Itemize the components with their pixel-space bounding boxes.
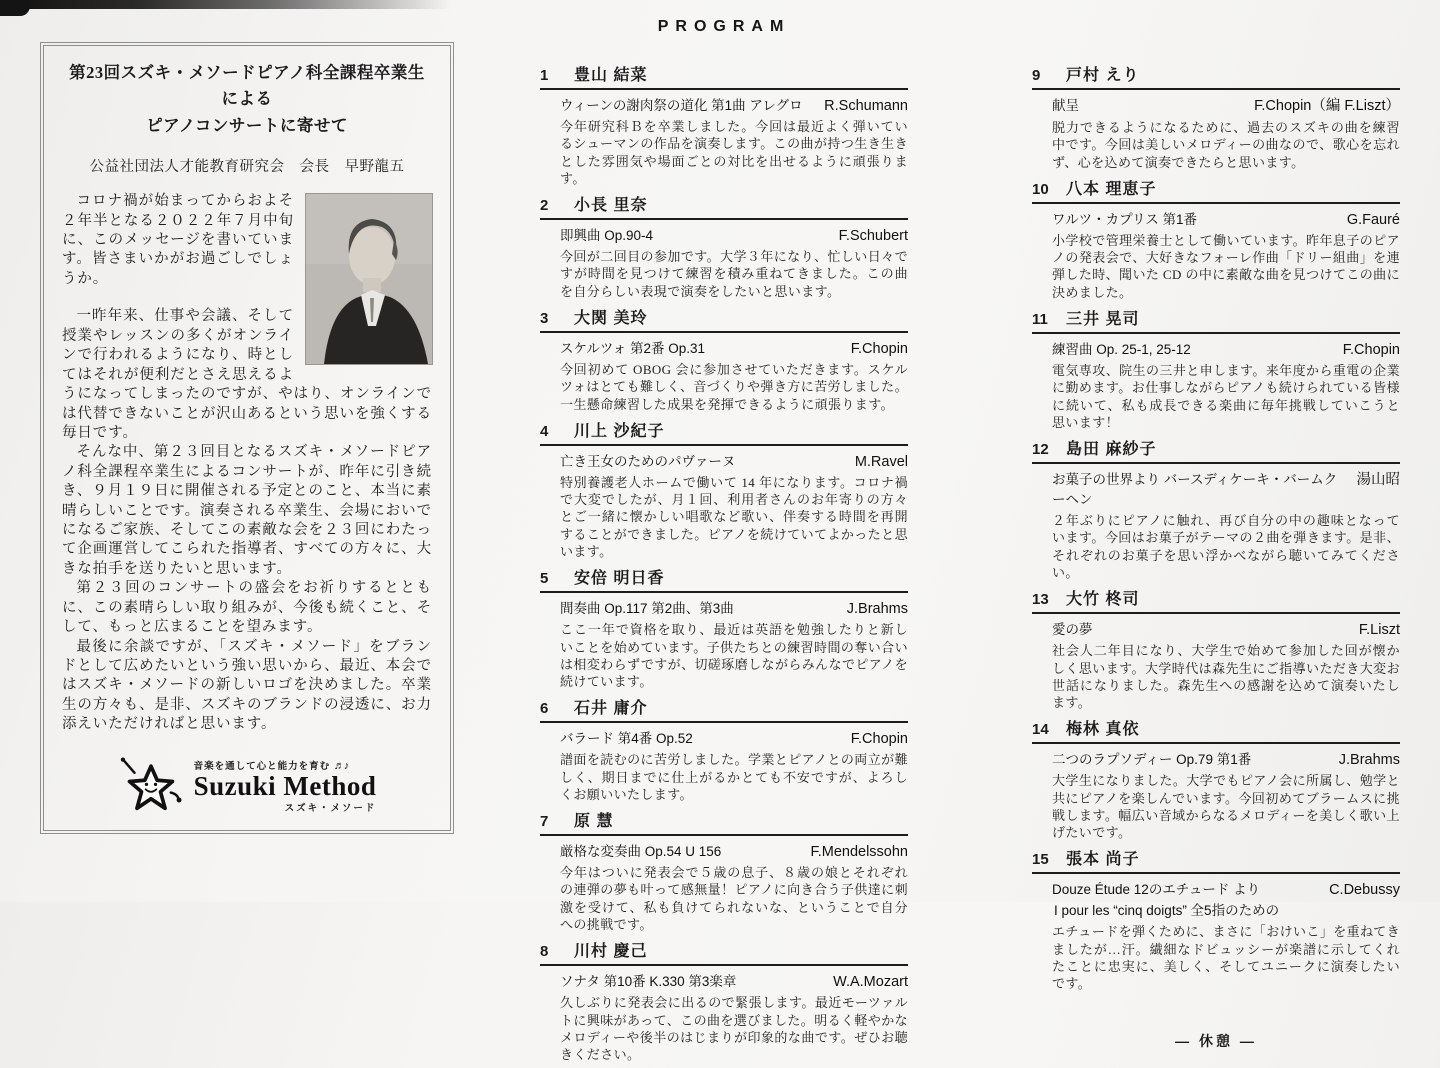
performer-comment: 大学生になりました。大学でもピアノ会に所属し、勉学と共にピアノを楽しんでいます。今回初めてブラームスに挑戦します。幅広い音域からなるメロディーを美しく歌い上げたいです。 bbox=[1052, 773, 1400, 841]
performer-heading bbox=[1032, 436, 1400, 464]
performer-name: 原 慧 bbox=[574, 813, 614, 831]
piece-title: 即興曲 Op.90-4 bbox=[560, 228, 654, 244]
program-entry bbox=[1032, 586, 1400, 711]
program-entry bbox=[1032, 716, 1400, 841]
music-notes-icon: ♬♪ bbox=[333, 759, 349, 772]
performer-name: 豊山 結菜 bbox=[574, 67, 648, 84]
greeting-box bbox=[40, 42, 454, 834]
performer-heading bbox=[540, 695, 908, 723]
composer-name: F.Chopin bbox=[850, 731, 908, 748]
performer-comment: ここ一年で資格を取り、最近は英語を勉強したりと新しいことを始めています。子供たちとの練習時間の奪い合いは相変わらずですが、切磋琢磨しながらみんなでピアノを続けています。 bbox=[560, 622, 908, 690]
composer-name: F.Liszt bbox=[1358, 622, 1400, 639]
performer-heading bbox=[1032, 846, 1400, 874]
performer-number: 3 bbox=[540, 309, 549, 327]
piece-title: バラード 第4番 Op.52 bbox=[560, 731, 693, 747]
piece-line bbox=[560, 840, 908, 860]
piece-line bbox=[560, 94, 908, 114]
program-entry bbox=[540, 695, 908, 803]
program-entry bbox=[540, 305, 908, 413]
program-entry bbox=[540, 62, 908, 187]
portrait-illustration bbox=[306, 194, 432, 364]
performer-comment: 小学校で管理栄養士として働いています。昨年息子のピアノの発表会で、大好きなフォーレ作曲「ドリー組曲」を連弾した時、聞いた CD の中に素敵な曲を見つけてこの曲に決めました。 bbox=[1052, 232, 1400, 300]
performer-number: 2 bbox=[540, 197, 549, 215]
star-character-icon bbox=[118, 755, 184, 817]
piece-title: 間奏曲 Op.117 第2曲、第3曲 bbox=[560, 601, 734, 617]
greeting-paragraph: 一昨年来、仕事や会議、そして授業やレッスンの多くがオンラインで行われるようになり、時としてはそれが便利だとさえ思えるようになってしまったのですが、やはり、オンラインでは代替できないことが沢山あるという思いを強くする毎日です。 bbox=[62, 308, 432, 441]
logo-wordmark: Suzuki Method bbox=[193, 770, 377, 801]
performer-number: 9 bbox=[1032, 67, 1041, 84]
composer-name: F.Schubert bbox=[838, 228, 908, 245]
piece-line bbox=[560, 224, 908, 244]
performer-heading bbox=[540, 192, 908, 220]
program-entry bbox=[540, 192, 908, 300]
performer-number: 7 bbox=[540, 813, 549, 831]
program-entry bbox=[540, 565, 908, 690]
logo-kana: スズキ・メソード bbox=[284, 802, 377, 814]
performer-heading bbox=[540, 938, 908, 966]
performer-heading bbox=[1032, 62, 1400, 90]
scan-artifact-corner bbox=[0, 0, 30, 16]
composer-name: C.Debussy bbox=[1329, 882, 1400, 899]
program-column-left bbox=[540, 62, 908, 1068]
piece-line bbox=[560, 970, 908, 990]
piece-title: お菓子の世界より バースディケーキ・バームクーヘン bbox=[1052, 472, 1338, 508]
performer-heading bbox=[540, 418, 908, 446]
program-entry bbox=[540, 418, 908, 560]
piece-title: 愛の夢 bbox=[1052, 622, 1093, 638]
piece-title: 練習曲 Op. 25-1, 25-12 bbox=[1052, 341, 1191, 357]
composer-name: F.Chopin（編 F.Liszt） bbox=[1254, 98, 1400, 114]
piece-title: Douze Étude 12のエチュード より bbox=[1052, 882, 1261, 898]
performer-comment: 特別養護老人ホームで働いて 14 年になります。コロナ禍で大変でしたが、月１回、利用者さんのお年寄りの方々とご一緒に懐かしい唱歌など歌い、伴奏する時間を再開することができました。ピアノを続けていてよかったと思います。 bbox=[560, 474, 908, 559]
greeting-paragraph: そんな中、第２３回目となるスズキ・メソードピアノ科全課程卒業生によるコンサートが、昨年に引き続き、９月１９日に開催される予定とのこと、本当に素晴らしいことです。演奏される卒業生、会場においでになるご家族、そしてこの素敵な会を２３回にわたって企画運営してこられた指導者、すべての方々に、大きな拍手を送りたいと思います。 bbox=[62, 444, 432, 577]
program-entry bbox=[1032, 176, 1400, 301]
piece-line bbox=[1052, 338, 1400, 358]
composer-name: W.A.Mozart bbox=[833, 974, 908, 991]
performer-name: 川村 慶己 bbox=[574, 943, 648, 961]
logo-tagline-text: 音楽を通して心と能力を育む bbox=[193, 760, 331, 772]
greeting-title bbox=[62, 60, 432, 139]
piece-subtitle: I pour les “cinq doigts” 全5指のための bbox=[1054, 903, 1280, 919]
piece-title: スケルツォ 第2番 Op.31 bbox=[560, 340, 706, 356]
performer-comment: 久しぶりに発表会に出るので緊張します。最近モーツァルトに興味があって、この曲を選びました。明るく軽やかなメロディーや後半のはじまりが印象的な曲です。ぜひお聴きください。 bbox=[560, 995, 909, 1063]
performer-comment: 社会人二年目になり、大学生で始めて参加した回が懐かしく思います。大学時代は森先生にご指導いただき大変お世話になりました。森先生への感謝を込めて演奏いたします。 bbox=[1052, 643, 1400, 711]
program-entry bbox=[1032, 62, 1400, 171]
piece-title: ソナタ 第10番 K.330 第3楽章 bbox=[560, 974, 737, 990]
composer-name: G.Fauré bbox=[1346, 211, 1400, 228]
piece-line bbox=[1052, 748, 1400, 768]
composer-name: M.Ravel bbox=[854, 453, 908, 470]
performer-name: 小長 里奈 bbox=[574, 197, 648, 215]
performer-heading bbox=[1032, 306, 1400, 334]
logo-text-block bbox=[194, 758, 377, 814]
composer-name: J.Brahms bbox=[1338, 752, 1400, 769]
performer-name: 三井 晃司 bbox=[1066, 310, 1140, 328]
performer-comment: 今回が二回目の参加です。大学３年になり、忙しい日々ですが時間を見つけて練習を積み重ねてきました。この曲を自分らしい表現で演奏をしたいと思います。 bbox=[560, 249, 908, 299]
program-entry bbox=[540, 938, 908, 1063]
performer-comment: 電気専攻、院生の三井と申します。来年度から重電の企業に勤めます。お仕事しながらピアノも続けられている皆様に続いて、私も成長できる楽曲に毎年挑戦していこうと思います！ bbox=[1052, 362, 1400, 430]
piece-line bbox=[560, 727, 908, 747]
performer-number: 10 bbox=[1032, 180, 1049, 198]
performer-comment: ２年ぶりにピアノに触れ、再び自分の中の趣味となっています。今回はお菓子がテーマの２曲を弾きます。是非、それぞれのお菓子を思い浮かべながら聴いてみてください。 bbox=[1052, 513, 1400, 580]
program-entry bbox=[540, 808, 908, 933]
piece-line bbox=[1052, 94, 1400, 115]
piece-line bbox=[1052, 208, 1400, 228]
composer-name: J.Brahms bbox=[846, 601, 908, 618]
performer-heading bbox=[540, 62, 908, 90]
performer-name: 戸村 えり bbox=[1066, 67, 1140, 84]
performer-number: 12 bbox=[1032, 441, 1049, 459]
performer-comment: 今回初めて OBOG 会に参加させていただきます。スケルツォはとても難しく、音づくりや弾き方に苦労しました。一生懸命練習した成果を発揮できるように頑張ります。 bbox=[560, 361, 908, 412]
piece-line bbox=[560, 450, 908, 470]
performer-name: 安倍 明日香 bbox=[574, 570, 665, 588]
piece-line bbox=[1052, 878, 1400, 898]
performer-name: 張本 尚子 bbox=[1066, 851, 1140, 869]
composer-name: F.Chopin bbox=[1342, 341, 1400, 358]
program-entry bbox=[1032, 436, 1400, 581]
performer-number: 11 bbox=[1032, 310, 1048, 328]
piece-line bbox=[560, 337, 908, 357]
piece-title: 献呈 bbox=[1052, 98, 1079, 113]
performer-number: 13 bbox=[1032, 591, 1049, 609]
scan-artifact-top bbox=[0, 0, 470, 9]
performer-name: 島田 麻紗子 bbox=[1066, 441, 1157, 459]
piece-line bbox=[1052, 618, 1400, 638]
intermission-label: — 休憩 — bbox=[1175, 1032, 1257, 1049]
piece-title: ウィーンの謝肉祭の道化 第1曲 アレグロ bbox=[560, 98, 803, 113]
greeting-byline: 公益社団法人才能教育研究会 会長 早野龍五 bbox=[89, 159, 405, 176]
logo-tagline bbox=[194, 758, 377, 772]
performer-heading bbox=[540, 565, 908, 593]
program-entry bbox=[1032, 846, 1400, 992]
performer-name: 川上 沙紀子 bbox=[574, 422, 665, 440]
greeting-paragraph: コロナ禍が始まってからおよそ２年半となる２０２２年７月中旬に、このメッセージを書いています。皆さまいかがお過ごしでしょうか。 bbox=[62, 193, 294, 287]
performer-number: 6 bbox=[540, 700, 549, 718]
program-column-right bbox=[1032, 62, 1400, 1051]
performer-name: 石井 庸介 bbox=[574, 700, 648, 718]
performer-number: 15 bbox=[1032, 851, 1049, 869]
performer-heading bbox=[1032, 176, 1400, 204]
performer-name: 八本 理恵子 bbox=[1066, 180, 1157, 198]
composer-name: R.Schumann bbox=[824, 98, 908, 114]
program-entry bbox=[1032, 306, 1400, 431]
greeting-paragraph: 第２３回のコンサートの盛会をお祈りするとともに、この素晴らしい取り組みが、今後も続くこと、そして、もっと広まることを望みます。 bbox=[62, 580, 432, 636]
performer-heading bbox=[1032, 716, 1400, 744]
performer-number: 4 bbox=[540, 422, 549, 440]
piece-title: 亡き王女のためのパヴァーヌ bbox=[560, 453, 736, 469]
piece-title: ワルツ・カプリス 第1番 bbox=[1052, 211, 1198, 227]
program-title: PROGRAM bbox=[657, 18, 791, 35]
greeting-body bbox=[62, 192, 432, 735]
performer-comment: 今年はついに発表会で５歳の息子、８歳の娘とそれぞれの連弾の夢も叶って感無量！ピアノに向き合う子供達に刺激を受けて、私も負けてられないな、ということで自分への挑戦です。 bbox=[560, 865, 908, 933]
composer-name: 湯山昭 bbox=[1356, 472, 1400, 489]
greeting-paragraph: 最後に余談ですが、「スズキ・メソード」をブランドとして広めたいという強い思いから、最近、本会ではスズキ・メソードの新しいロゴを決めました。卒業生の方々も、是非、スズキのブランドの浸透に、お力添えいただければと思います。 bbox=[62, 638, 432, 733]
performer-number: 1 bbox=[540, 67, 549, 84]
performer-number: 8 bbox=[540, 943, 549, 961]
performer-name: 大竹 柊司 bbox=[1066, 591, 1140, 609]
performer-name: 大関 美玲 bbox=[574, 309, 648, 327]
performer-number: 5 bbox=[540, 570, 549, 588]
performer-comment: 譜面を読むのに苦労しました。学業とピアノとの両立が難しく、期日までに仕上がるかとても不安ですが、よろしくお願いいたします。 bbox=[560, 752, 908, 802]
performer-heading bbox=[540, 808, 908, 836]
performer-heading bbox=[540, 305, 908, 333]
composer-name: F.Mendelssohn bbox=[810, 844, 908, 861]
suzuki-method-logo bbox=[62, 755, 432, 817]
greeting-title-line1: 第23回スズキ・メソードピアノ科全課程卒業生による bbox=[69, 63, 425, 109]
piece-title: 二つのラプソディー Op.79 第1番 bbox=[1052, 752, 1252, 768]
performer-comment: エチュードを弾くために、まさに「おけいこ」を重ねてきましたが…汗。繊細なドビュッシーが楽譜に示してくれたことに忠実に、美しく、そしてユニークに演奏したいです。 bbox=[1052, 924, 1400, 992]
performer-comment: 脱力できるようになるために、過去のスズキの曲を練習中です。今回は美しいメロディーの曲なので、歌心を忘れず、心を込めて演奏できたらと思います。 bbox=[1052, 120, 1400, 170]
performer-number: 14 bbox=[1032, 721, 1049, 739]
composer-name: F.Chopin bbox=[850, 340, 908, 357]
portrait-photo bbox=[306, 194, 432, 364]
greeting-title-line2: ピアノコンサートに寄せて bbox=[146, 115, 348, 135]
piece-line bbox=[560, 597, 908, 617]
performer-comment: 今年研究科Ｂを卒業しました。今回は最近よく弾いているシューマンの作品を演奏します。この曲が持つ生き生きとした雰囲気や場面ごとの対比を出せるように頑張ります。 bbox=[560, 119, 908, 186]
performer-name: 梅林 真依 bbox=[1066, 721, 1140, 739]
piece-line bbox=[1052, 468, 1400, 508]
performer-heading bbox=[1032, 586, 1400, 614]
piece-title: 厳格な変奏曲 Op.54 U 156 bbox=[560, 844, 722, 860]
